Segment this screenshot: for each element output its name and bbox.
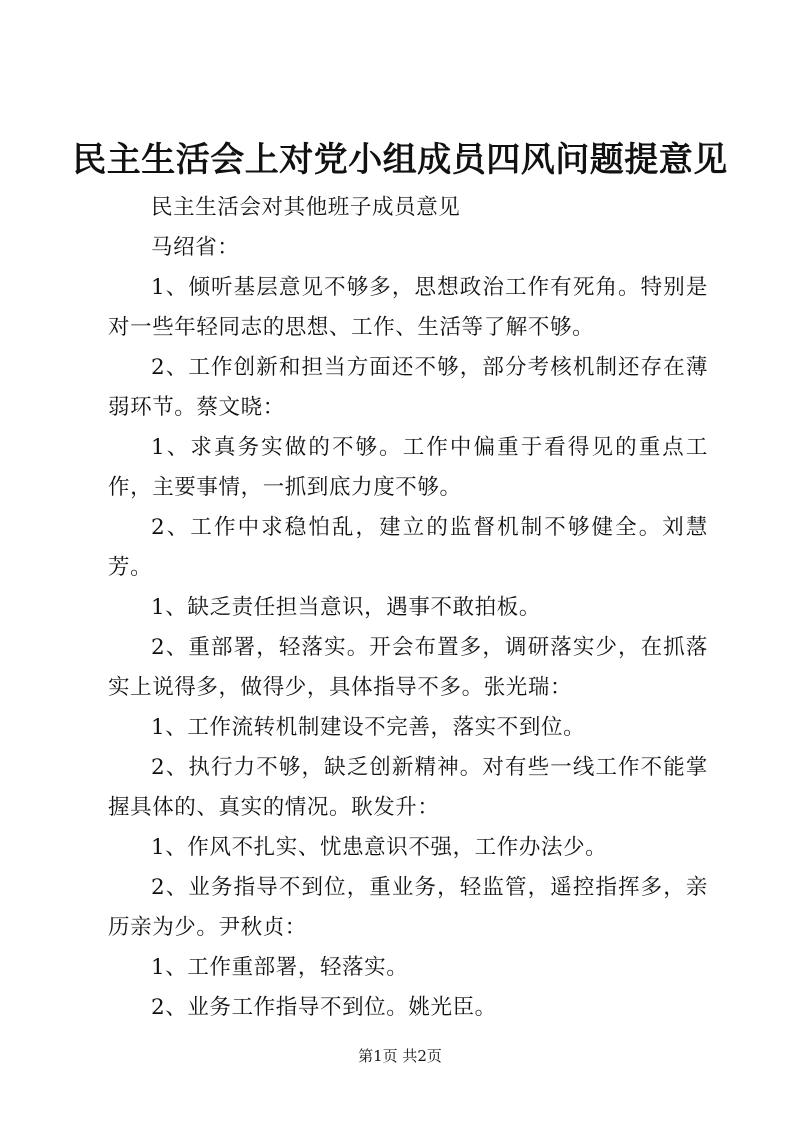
- paragraph: 民主生活会对其他班子成员意见: [151, 195, 461, 220]
- paragraph: 1、倾听基层意见不够多，思想政治工作有死角。特别是对一些年轻同志的思想、工作、生活等了解不够。: [108, 275, 708, 340]
- paragraph: 1、工作重部署，轻落实。: [151, 955, 409, 980]
- paragraph: 1、作风不扎实、忧患意识不强，工作办法少。: [151, 835, 608, 860]
- paragraph: 1、工作流转机制建设不完善，落实不到位。: [151, 715, 586, 740]
- paragraph: 2、工作创新和担当方面还不够，部分考核机制还存在薄弱环节。蔡文晓：: [108, 355, 708, 420]
- paragraph: 2、执行力不够，缺乏创新精神。对有些一线工作不能掌握具体的、真实的情况。耿发升：: [108, 755, 708, 820]
- paragraph: 马绍省：: [151, 235, 240, 260]
- paragraph: 2、业务指导不到位，重业务，轻监管，遥控指挥多，亲历亲为少。尹秋贞：: [108, 875, 708, 940]
- page-footer: 第1页 共2页: [358, 1047, 442, 1065]
- paragraph: 2、重部署，轻落实。开会布置多，调研落实少，在抓落实上说得多，做得少，具体指导不多。张光瑞：: [108, 635, 708, 700]
- paragraph: 1、缺乏责任担当意识，遇事不敢拍板。: [151, 595, 541, 620]
- paragraph: 2、业务工作指导不到位。姚光臣。: [151, 995, 497, 1020]
- document-body: [108, 188, 708, 1028]
- document-title: 民主生活会上对党小组成员四风问题提意见: [72, 140, 728, 180]
- paragraph: 1、求真务实做的不够。工作中偏重于看得见的重点工作，主要事情，一抓到底力度不够。: [108, 435, 708, 500]
- paragraph: 2、工作中求稳怕乱，建立的监督机制不够健全。刘慧芳。: [108, 515, 708, 580]
